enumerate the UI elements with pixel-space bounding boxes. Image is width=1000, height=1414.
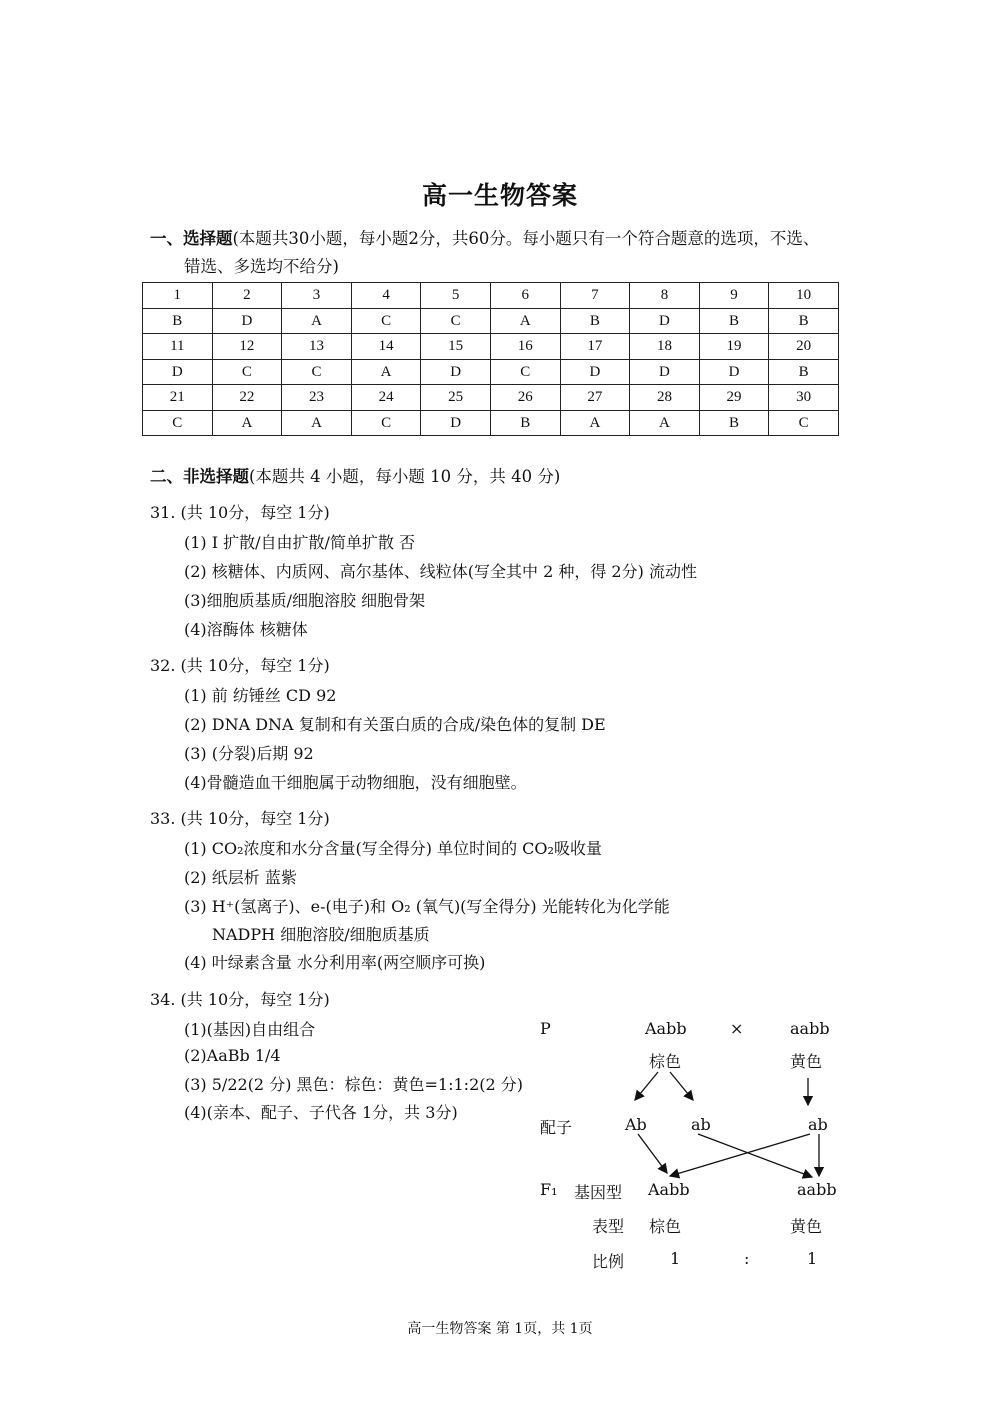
answer-cell: A bbox=[351, 359, 421, 385]
q32-answer-3: (3) (分裂)后期 92 bbox=[184, 744, 314, 763]
section2-desc: (本题共 4 小题，每小题 10 分，共 40 分) bbox=[249, 467, 561, 486]
answer-cell: A bbox=[282, 410, 352, 436]
ratio-value-2: 1 bbox=[807, 1249, 818, 1268]
gamete-ab-2: ab bbox=[808, 1115, 828, 1134]
answer-cell: B bbox=[560, 308, 630, 334]
section1-heading: 一、选择题 bbox=[150, 229, 233, 248]
f1-phenotype-2: 黄色 bbox=[790, 1217, 823, 1236]
q34-answer-3: (3) 5/22(2 分) 黑色：棕色：黄色=1:1:2(2 分) bbox=[184, 1075, 523, 1094]
answer-cell: D bbox=[212, 308, 282, 334]
phenotype-label: 表型 bbox=[592, 1217, 625, 1236]
answer-cell: A bbox=[630, 410, 700, 436]
section1-heading-line bbox=[150, 225, 819, 249]
answer-cell: C bbox=[490, 359, 560, 385]
ratio-separator: : bbox=[744, 1249, 750, 1268]
q31-answer-3: (3)细胞质基质/细胞溶胶 细胞骨架 bbox=[184, 591, 426, 610]
q34-answer-4: (4)(亲本、配子、子代各 1分，共 3分) bbox=[184, 1103, 458, 1122]
question-number-cell: 7 bbox=[560, 283, 630, 309]
question-number-cell: 4 bbox=[351, 283, 421, 309]
answer-cell: B bbox=[769, 308, 839, 334]
page-footer: 高一生物答案 第 1页，共 1页 bbox=[407, 1321, 593, 1337]
f1-phenotype-1: 棕色 bbox=[649, 1217, 682, 1236]
gamete-Ab: Ab bbox=[625, 1115, 647, 1134]
arrow-Ab-to-Aabb bbox=[638, 1134, 667, 1173]
question-number-cell: 23 bbox=[282, 385, 352, 411]
answer-cell: A bbox=[560, 410, 630, 436]
genetic-cross-diagram bbox=[530, 1010, 850, 1280]
question-number-cell: 11 bbox=[143, 334, 213, 360]
section2-heading: 二、非选择题 bbox=[150, 467, 249, 486]
answer-cell: D bbox=[421, 359, 491, 385]
question-number-cell: 17 bbox=[560, 334, 630, 360]
answer-cell: C bbox=[769, 410, 839, 436]
q33-answer-4: (4) 叶绿素含量 水分利用率(两空顺序可换) bbox=[184, 953, 486, 972]
answer-cell: C bbox=[143, 410, 213, 436]
answer-cell: C bbox=[351, 308, 421, 334]
gamete-ab-1: ab bbox=[691, 1115, 711, 1134]
question-number-cell: 12 bbox=[212, 334, 282, 360]
answer-cell: B bbox=[143, 308, 213, 334]
ratio-label: 比例 bbox=[592, 1252, 625, 1271]
answer-cell: D bbox=[630, 359, 700, 385]
parent2-phenotype: 黄色 bbox=[790, 1052, 823, 1071]
question-number-cell: 28 bbox=[630, 385, 700, 411]
section2-heading-line bbox=[150, 463, 560, 487]
answer-cell: D bbox=[699, 359, 769, 385]
question-number-cell: 24 bbox=[351, 385, 421, 411]
question-number-cell: 6 bbox=[490, 283, 560, 309]
question-number-cell: 29 bbox=[699, 385, 769, 411]
cross-symbol: × bbox=[730, 1019, 744, 1038]
parent1-genotype: Aabb bbox=[645, 1019, 687, 1038]
question-number-cell: 10 bbox=[769, 283, 839, 309]
question-number-cell: 9 bbox=[699, 283, 769, 309]
answer-cell: B bbox=[490, 410, 560, 436]
question-number-cell: 27 bbox=[560, 385, 630, 411]
question-number-cell: 14 bbox=[351, 334, 421, 360]
answer-cell: C bbox=[282, 359, 352, 385]
question-number-cell: 8 bbox=[630, 283, 700, 309]
p-label: P bbox=[540, 1019, 551, 1038]
question-number-cell: 1 bbox=[143, 283, 213, 309]
gamete-label: 配子 bbox=[540, 1118, 573, 1137]
question-number-row bbox=[143, 385, 839, 411]
question-number-cell: 15 bbox=[421, 334, 491, 360]
answer-row bbox=[143, 308, 839, 334]
parent2-genotype: aabb bbox=[790, 1019, 830, 1038]
question-number-cell: 30 bbox=[769, 385, 839, 411]
answer-cell: B bbox=[699, 308, 769, 334]
question-number-cell: 22 bbox=[212, 385, 282, 411]
answer-cell: D bbox=[421, 410, 491, 436]
answer-cell: A bbox=[212, 410, 282, 436]
answer-cell: D bbox=[143, 359, 213, 385]
answer-cell: C bbox=[351, 410, 421, 436]
arrow-ab1-to-aabb bbox=[698, 1134, 812, 1177]
q31-header: 31. (共 10分，每空 1分) bbox=[150, 503, 330, 522]
q31-answer-2: (2) 核糖体、内质网、高尔基体、线粒体(写全其中 2 种，得 2分) 流动性 bbox=[184, 562, 697, 581]
arrow-ab2-to-Aabb bbox=[670, 1134, 810, 1176]
q34-answer-2: (2)AaBb 1/4 bbox=[184, 1046, 281, 1065]
answer-cell: D bbox=[630, 308, 700, 334]
arrow-p1-to-ab bbox=[670, 1072, 693, 1100]
section1-desc-cont: 错选、多选均不给分) bbox=[184, 257, 339, 276]
question-number-cell: 3 bbox=[282, 283, 352, 309]
f1-genotype-1: Aabb bbox=[648, 1180, 690, 1199]
q32-answer-1: (1) 前 纺锤丝 CD 92 bbox=[184, 686, 337, 705]
question-number-cell: 16 bbox=[490, 334, 560, 360]
answer-cell: C bbox=[421, 308, 491, 334]
q34-header: 34. (共 10分，每空 1分) bbox=[150, 990, 330, 1009]
q32-header: 32. (共 10分，每空 1分) bbox=[150, 656, 330, 675]
q31-answer-1: (1) Ⅰ 扩散/自由扩散/简单扩散 否 bbox=[184, 533, 416, 552]
question-number-cell: 25 bbox=[421, 385, 491, 411]
f1-label: F₁ bbox=[540, 1180, 558, 1199]
question-number-row bbox=[143, 334, 839, 360]
q33-answer-3: (3) H⁺(氢离子)、e-(电子)和 O₂ (氧气)(写全得分) 光能转化为化学能 bbox=[184, 897, 670, 916]
section1-desc: (本题共30小题，每小题2分，共60分。每小题只有一个符合题意的选项，不选、 bbox=[232, 229, 820, 248]
answer-row bbox=[143, 359, 839, 385]
question-number-row bbox=[143, 283, 839, 309]
page-title: 高一生物答案 bbox=[421, 181, 578, 210]
parent1-phenotype: 棕色 bbox=[649, 1052, 682, 1071]
ratio-value-1: 1 bbox=[670, 1249, 681, 1268]
q33-answer-2: (2) 纸层析 蓝紫 bbox=[184, 868, 297, 887]
question-number-cell: 26 bbox=[490, 385, 560, 411]
question-number-cell: 5 bbox=[421, 283, 491, 309]
answer-cell: D bbox=[560, 359, 630, 385]
arrow-p1-to-Ab bbox=[635, 1072, 658, 1100]
answer-row bbox=[143, 410, 839, 436]
question-number-cell: 2 bbox=[212, 283, 282, 309]
answer-cell: A bbox=[490, 308, 560, 334]
q33-header: 33. (共 10分，每空 1分) bbox=[150, 809, 330, 828]
question-number-cell: 19 bbox=[699, 334, 769, 360]
genotype-label: 基因型 bbox=[574, 1183, 623, 1202]
q32-answer-2: (2) DNA DNA 复制和有关蛋白质的合成/染色体的复制 DE bbox=[184, 715, 606, 734]
answer-cell: A bbox=[282, 308, 352, 334]
q34-answer-1: (1)(基因)自由组合 bbox=[184, 1020, 316, 1039]
q33-answer-3-cont: NADPH 细胞溶胶/细胞质基质 bbox=[212, 925, 430, 944]
answer-cell: B bbox=[769, 359, 839, 385]
question-number-cell: 18 bbox=[630, 334, 700, 360]
q33-answer-1: (1) CO₂浓度和水分含量(写全得分) 单位时间的 CO₂吸收量 bbox=[184, 839, 602, 858]
q31-answer-4: (4)溶酶体 核糖体 bbox=[184, 620, 308, 639]
question-number-cell: 13 bbox=[282, 334, 352, 360]
answer-cell: B bbox=[699, 410, 769, 436]
q32-answer-4: (4)骨髓造血干细胞属于动物细胞，没有细胞壁。 bbox=[184, 773, 527, 792]
f1-genotype-2: aabb bbox=[797, 1180, 837, 1199]
question-number-cell: 21 bbox=[143, 385, 213, 411]
answer-cell: C bbox=[212, 359, 282, 385]
question-number-cell: 20 bbox=[769, 334, 839, 360]
answer-table bbox=[142, 282, 839, 436]
